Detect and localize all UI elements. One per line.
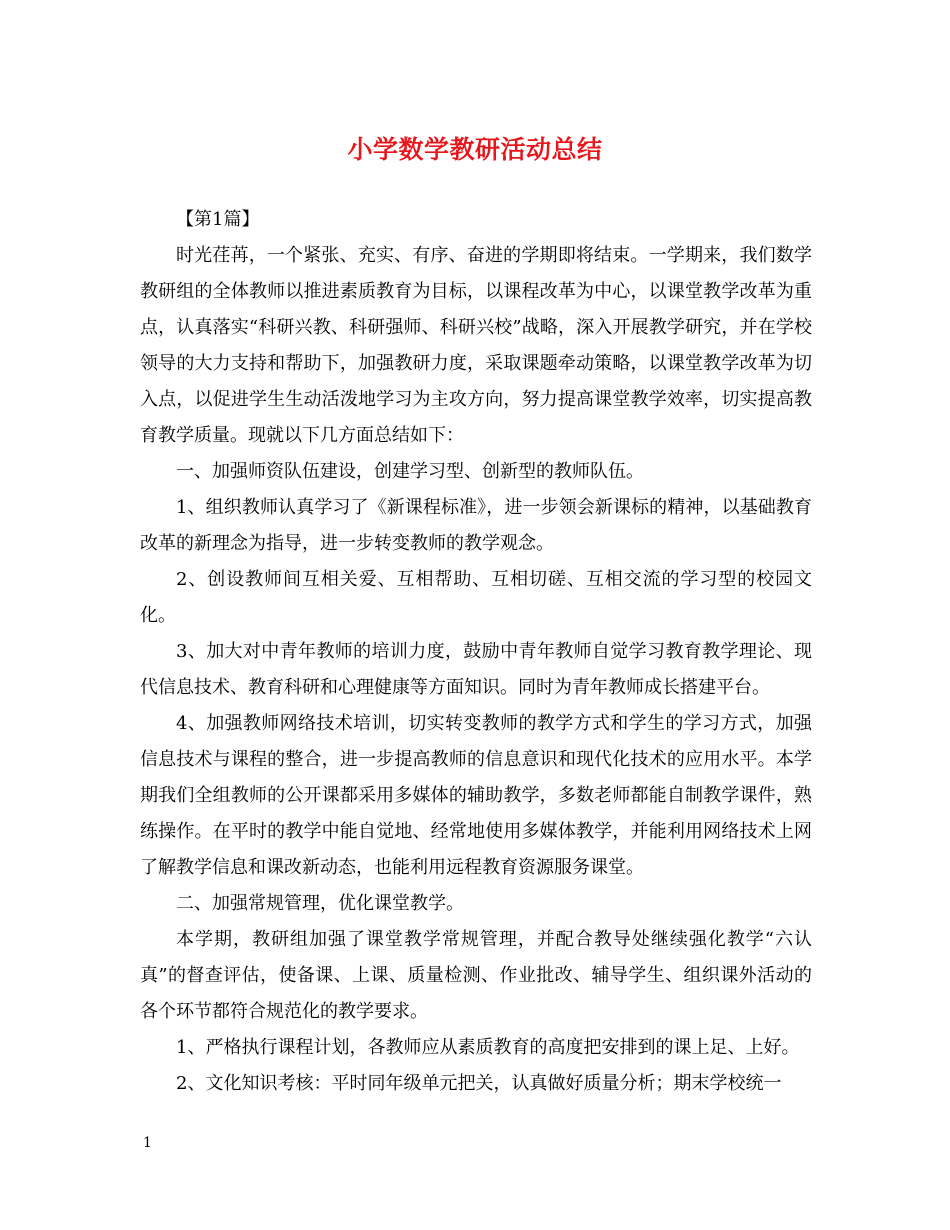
page-number: 1	[143, 1135, 152, 1151]
paragraph: 2、文化知识考核：平时同年级单元把关，认真做好质量分析；期末学校统一	[176, 1073, 782, 1094]
paragraph: 一、加强师资队伍建设，创建学习型、创新型的教师队伍。	[176, 461, 644, 482]
paragraph: 本学期，教研组加强了课堂教学常规管理，并配合教导处继续强化教学“六认真”的督查评估，使备课、上课、质量检测、作业批改、辅导学生、组织课外活动的各个环节都符合规范化的教学要求。	[140, 929, 812, 1022]
document-title: 小学数学教研活动总结	[347, 135, 603, 164]
paragraph: 4、加强教师网络技术培训，切实转变教师的教学方式和学生的学习方式，加强信息技术与课程的整合，进一步提高教师的信息意识和现代化技术的应用水平。本学期我们全组教师的公开课都采用多媒体的辅助教学，多数老师都能自制教学课件，熟练操作。在平时的教学中能自觉地、经常地使用多媒体教学，并能利用网络技术上网了解教学信息和课改新动态，也能利用远程教育资源服务课堂。	[140, 713, 812, 878]
paragraph: 3、加大对中青年教师的培训力度，鼓励中青年教师自觉学习教育教学理论、现代信息技术、教育科研和心理健康等方面知识。同时为青年教师成长搭建平台。	[140, 641, 812, 698]
paragraph: 1、严格执行课程计划，各教师应从素质教育的高度把安排到的课上足、上好。	[176, 1037, 800, 1058]
paragraph: 时光荏苒，一个紧张、充实、有序、奋进的学期即将结束。一学期来，我们数学教研组的全体教师以推进素质教育为目标，以课程改革为中心，以课堂教学改革为重点，认真落实“科研兴教、科研强师、科研兴校”战略，深入开展教学研究，并在学校领导的大力支持和帮助下，加强教研力度，采取课题牵动策略，以课堂教学改革为切入点，以促进学生生动活泼地学习为主攻方向，努力提高课堂教学效率，切实提高教育教学质量。现就以下几方面总结如下：	[140, 245, 812, 446]
document-body	[140, 202, 812, 1102]
paragraph: 二、加强常规管理，优化课堂教学。	[176, 893, 464, 914]
paragraph: 1、组织教师认真学习了《新课程标准》，进一步领会新课标的精神，以基础教育改革的新理念为指导，进一步转变教师的教学观念。	[140, 497, 812, 554]
paragraph: 2、创设教师间互相关爱、互相帮助、互相切磋、互相交流的学习型的校园文化。	[140, 569, 812, 626]
section-heading: 【第1篇】	[176, 209, 260, 230]
